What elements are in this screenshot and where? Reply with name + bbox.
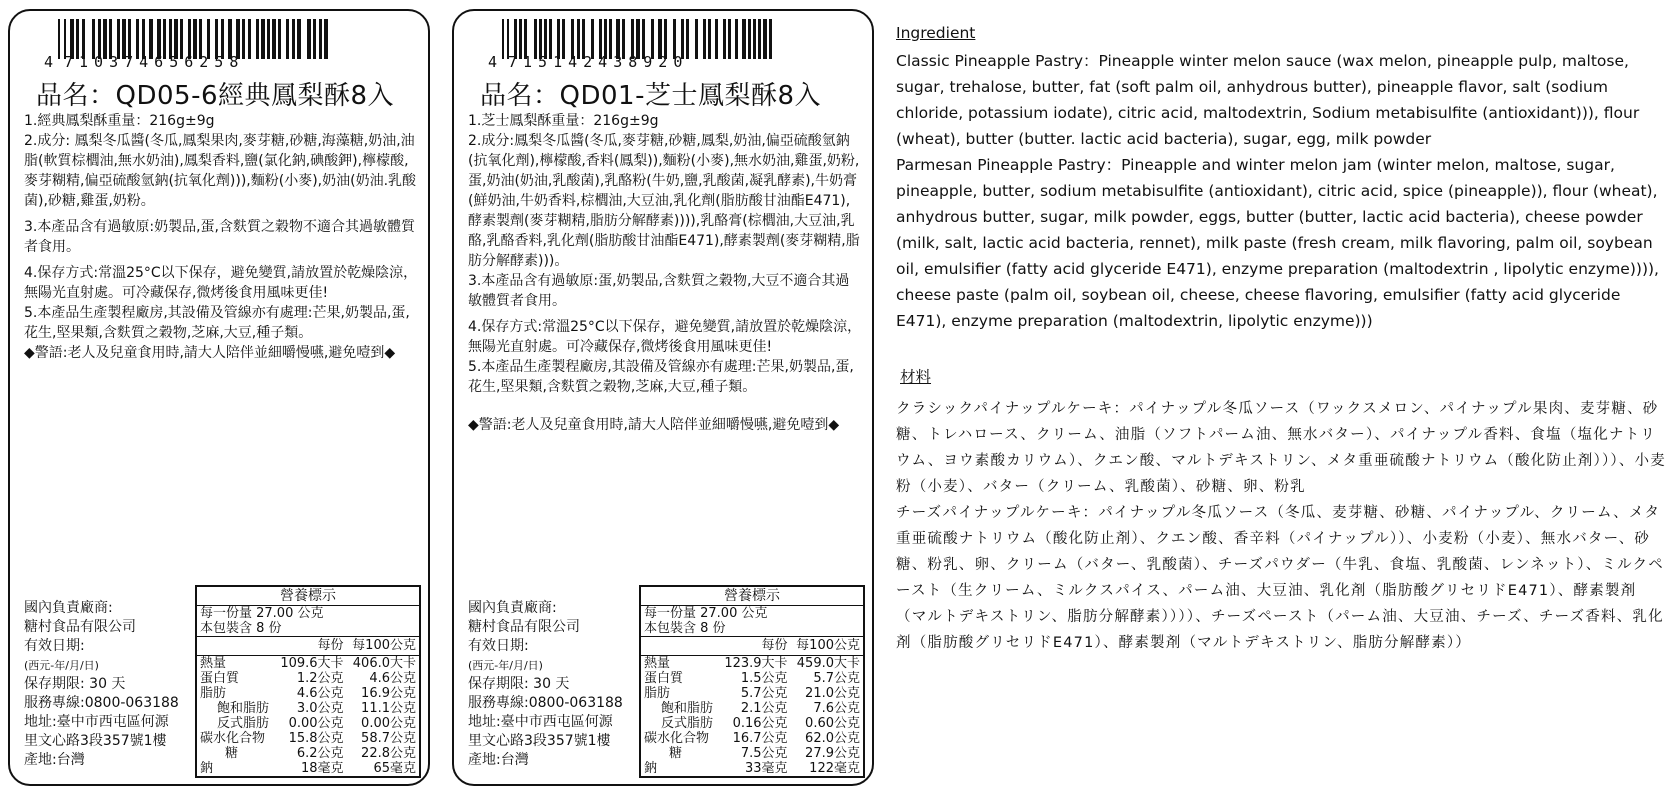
barcode: [44, 19, 344, 73]
nutrient-per-serving: 109.6大卡: [280, 656, 344, 671]
nutrient-per-100g: 7.6公克: [813, 701, 860, 716]
nutrient-per-100g: 0.00公克: [361, 716, 416, 731]
nutrient-per-100g: 22.8公克: [361, 746, 416, 761]
nutrient-name: 飽和脂肪: [217, 701, 270, 716]
col-per-100g: 每100公克: [791, 637, 864, 656]
nutrition-title: 營養標示: [196, 586, 420, 606]
nutrition-row: [196, 656, 420, 672]
barcode-bar: [58, 19, 60, 59]
nutrient-name: 脂肪: [644, 686, 671, 701]
japanese-section-title: 材料: [900, 368, 932, 386]
ingredients-paragraph: 2.成分: 鳳梨冬瓜醬(冬瓜,鳳梨果肉,麥芽糖,砂糖,海藻糖,奶油,油脂(軟質棕櫚油,無水奶油),鳳梨香料,鹽(氯化鈉,碘酸鉀),檸檬酸,麥芽糊精,偏亞硫酸氫鈉(抗氧化劑))),麵粉(小麥),奶油(奶油.乳酸菌),砂糖,雞蛋,奶粉。: [24, 133, 417, 209]
label-body: [24, 111, 419, 363]
product-name: 品名：QD01-芝士鳳梨酥8入: [480, 81, 821, 111]
english-classic-paragraph: Classic Pineapple Pastry：Pineapple winter melon sauce (wax melon, pineapple pulp, maltose, sugar, trehalose, butter, fat (soft palm oil, anhydrous butter), pineapple flavor, salt (sodium chloride, potassium iodate), citric acid, maltodextrin, Sodium metabisulfite (antioxidant))), flour (wheat), butter (butter. lactic acid bacteria), sugar, egg, milk powder: [896, 52, 1640, 148]
english-parmesan-paragraph: Parmesan Pineapple Pastry：Pineapple and winter melon jam (winter melon, maltose, sugar, pineapple, butter, sodium metabisulfite (antioxidant), citric acid, spice (pineapple)), flour (wheat), anhydrous butter, sugar, milk powder, eggs, butter (butter, lactic acid bacteria), cheese powder (milk, salt, lactic acid bacteria, rennet), milk paste (fresh cream, milk flavoring, palm oil, soybean oil, emulsifier (fatty acid glyceride E471), enzyme preparation (maltodextrin , lipolytic enzyme)))), cheese paste (palm oil, soybean oil, cheese, cheese flavoring, emulsifier (fatty acid glyceride E471), enzyme preparation (maltodextrin, lipolytic enzyme))): [896, 156, 1659, 330]
japanese-cheese-paragraph: チーズパイナップルケーキ：パイナップル冬瓜ソース（冬瓜、麦芽糖、砂糖、パイナップル、クリーム、メタ重亜硫酸ナトリウム（酸化防止剤）、クエン酸、香辛料（パイナップル））、小麦粉（小麦）、無水バター、砂糖、粉乳、卵、クリーム（バター、乳酸菌）、チーズパウダー（牛乳、食塩、乳酸菌、レンネット）、ミルクペースト（生クリーム、ミルクスパイス、パーム油、大豆油、乳化剤（脂肪酸グリセリドE471）、酵素製剤（マルトデキストリン、脂肪分解酵素））））、チーズペースト（パーム油、大豆油、チーズ、チーズ香料、乳化剤（脂肪酸グリセリドE471）、酵素製剤（マルトデキストリン、脂肪分解酵素））: [896, 505, 1664, 651]
nutrient-per-100g: 11.1公克: [361, 701, 416, 716]
service-hotline: 服務專線:0800-063188: [468, 695, 623, 711]
nutrient-per-serving: 0.16公克: [732, 716, 788, 731]
serving-size: 每一份量 27.00 公克: [644, 606, 768, 621]
servings-per-pack: 本包裝含 8 份: [640, 621, 864, 637]
nutrient-per-serving: 1.5公克: [740, 671, 788, 686]
nutrient-name: 熱量: [200, 656, 227, 671]
nutrient-per-100g: 27.9公克: [805, 746, 860, 761]
barcode-digits: 715142438920: [508, 53, 689, 71]
col-per-serving: 每份: [275, 637, 347, 656]
address-line-2: 里文心路3段357號1樓: [24, 733, 167, 749]
nutrient-name: 碳水化合物: [644, 731, 710, 746]
nutrition-row: [196, 761, 420, 777]
nutrient-per-100g: 65毫克: [373, 761, 416, 776]
nutrient-name: 鈉: [200, 761, 214, 776]
nutrient-per-serving: 33毫克: [745, 761, 788, 776]
nutrient-name: 飽和脂肪: [661, 701, 714, 716]
storage-paragraph: 4.保存方式:常溫25°C以下保存，避免變質,請放置於乾燥陰涼，無陽光直射處。可冷藏保存,微烤後食用風味更佳!: [24, 265, 418, 301]
nutrient-per-serving: 0.00公克: [288, 716, 344, 731]
nutrition-row: [640, 686, 864, 701]
nutrition-row: [196, 686, 420, 701]
nutrient-per-serving: 15.8公克: [288, 731, 344, 746]
nutrition-row: [196, 716, 420, 731]
warning-paragraph: ◆警語:老人及兒童食用時,請大人陪伴並細嚼慢嚥,避免噎到◆: [24, 345, 396, 361]
facility-paragraph: 5.本產品生產製程廠房,其設備及管線亦有處理:芒果,奶製品,蛋,花生,堅果類,含麩質之穀物,芝麻,大豆,種子類。: [24, 305, 410, 341]
servings-per-pack: 本包裝含 8 份: [196, 621, 420, 637]
nutrient-per-serving: 6.2公克: [296, 746, 344, 761]
nutrient-per-serving: 5.7公克: [740, 686, 788, 701]
service-hotline: 服務專線:0800-063188: [24, 695, 179, 711]
barcode-bar: [502, 19, 504, 59]
nutrition-table: [195, 585, 421, 778]
address-line-1: 地址:臺中市西屯區何源: [468, 714, 613, 730]
nutrition-row: [196, 701, 420, 716]
nutrient-per-serving: 2.1公克: [740, 701, 788, 716]
product-label-cheese: [452, 9, 874, 786]
nutrient-per-100g: 0.60公克: [805, 716, 860, 731]
nutrient-per-100g: 16.9公克: [361, 686, 416, 701]
facility-paragraph: 5.本產品生產製程廠房,其設備及管線亦有處理:芒果,奶製品,蛋,花生,堅果類,含麩質之穀物,芝麻,大豆,種子類。: [468, 359, 854, 395]
expiry-label: 有效日期:: [24, 638, 85, 654]
expiry-label: 有效日期:: [468, 638, 529, 654]
nutrient-per-serving: 16.7公克: [732, 731, 788, 746]
nutrient-name: 熱量: [644, 656, 671, 671]
japanese-ingredient-section: [896, 364, 1666, 656]
barcode-digits: 710374656258: [64, 53, 245, 71]
product-label-classic: [8, 9, 430, 786]
nutrient-per-serving: 1.2公克: [296, 671, 344, 686]
nutrient-per-100g: 459.0大卡: [796, 656, 860, 671]
nutrient-per-100g: 62.0公克: [805, 731, 860, 746]
nutrient-per-100g: 5.7公克: [813, 671, 860, 686]
nutrition-row: [196, 746, 420, 761]
col-per-serving: 每份: [719, 637, 791, 656]
nutrient-name: 反式脂肪: [217, 716, 270, 731]
col-per-100g: 每100公克: [347, 637, 420, 656]
nutrient-per-100g: 406.0大卡: [352, 656, 416, 671]
nutrition-row: [640, 716, 864, 731]
address-line-1: 地址:臺中市西屯區何源: [24, 714, 169, 730]
nutrient-per-serving: 4.6公克: [296, 686, 344, 701]
nutrient-per-serving: 18毫克: [301, 761, 344, 776]
japanese-classic-paragraph: クラシックパイナップルケーキ：パイナップル冬瓜ソース（ワックスメロン、パイナップル果肉、麦芽糖、砂糖、トレハロース、クリーム、油脂（ソフトパーム油、無水バター）、パイナップル香料、食塩（塩化ナトリウム、ヨウ素酸カリウム）、クエン酸、マルトデキストリン、メタ重亜硫酸ナトリウム（酸化防止剤）））、小麦粉（小麦）、バター（クリーム、乳酸菌）、砂糖、卵、粉乳: [896, 401, 1666, 495]
nutrition-row: [640, 656, 864, 672]
storage-paragraph: 4.保存方式:常溫25°C以下保存，避免變質,請放置於乾燥陰涼，無陽光直射處。可冷藏保存,微烤後食用風味更佳!: [468, 319, 862, 355]
english-section-title: Ingredient: [896, 24, 976, 42]
allergen-paragraph: 3.本產品含有過敏原:奶製品,蛋,含麩質之穀物不適合其過敏體質者食用。: [24, 219, 415, 255]
nutrient-per-serving: 7.5公克: [740, 746, 788, 761]
nutrient-name: 反式脂肪: [661, 716, 714, 731]
manufacturer-info: [24, 599, 199, 770]
manufacturer-info: [468, 599, 643, 770]
nutrient-per-100g: 21.0公克: [805, 686, 860, 701]
ingredients-paragraph: 2.成分:鳳梨冬瓜醬(冬瓜,麥芽糖,砂糖,鳳梨,奶油,偏亞硫酸氫鈉(抗氧化劑),檸檬酸,香料(鳳梨)),麵粉(小麥),無水奶油,雞蛋,奶粉,蛋,奶油(奶油,乳酸菌),乳酪粉(牛奶,鹽,乳酸菌,凝乳酵素),牛奶膏(鮮奶油,牛奶香料,棕櫚油,大豆油,乳化劑(脂肪酸甘油酯E471),酵素製劑(麥芽糊精,脂肪分解酵素)))),乳酪膏(棕櫚油,大豆油,乳酪,乳酪香料,乳化劑(脂肪酸甘油酯E471),酵素製劑(麥芽糊精,脂肪分解酵素)))。: [468, 133, 860, 269]
barcode: [488, 19, 788, 73]
maker-company: 糖村食品有限公司: [468, 619, 580, 635]
origin: 產地:台灣: [24, 752, 85, 768]
nutrient-per-serving: 123.9大卡: [724, 656, 788, 671]
expiry-format: (西元-年/月/日): [468, 659, 543, 672]
maker-company: 糖村食品有限公司: [24, 619, 136, 635]
nutrition-row: [640, 671, 864, 686]
nutrient-per-100g: 58.7公克: [361, 731, 416, 746]
maker-heading: 國內負責廠商:: [24, 600, 113, 616]
nutrient-per-100g: 122毫克: [809, 761, 860, 776]
nutrition-row: [640, 731, 864, 746]
nutrient-name: 糖: [669, 746, 683, 761]
nutrient-per-100g: 4.6公克: [369, 671, 416, 686]
nutrient-name: 碳水化合物: [200, 731, 266, 746]
weight-line: 1.芝士鳳梨酥重量：216g±9g: [468, 113, 659, 129]
weight-line: 1.經典鳳梨酥重量：216g±9g: [24, 113, 215, 129]
nutrient-name: 脂肪: [200, 686, 227, 701]
origin: 產地:台灣: [468, 752, 529, 768]
allergen-paragraph: 3.本產品含有過敏原:蛋,奶製品,含麩質之穀物,大豆不適合其過敏體質者食用。: [468, 273, 850, 309]
shelf-life: 保存期限: 30 天: [24, 676, 126, 692]
nutrient-name: 鈉: [644, 761, 658, 776]
nutrient-name: 蛋白質: [644, 671, 684, 686]
nutrition-row: [640, 761, 864, 777]
nutrition-table: [639, 585, 865, 778]
nutrient-name: 蛋白質: [200, 671, 240, 686]
english-ingredient-text: [896, 48, 1662, 330]
nutrient-per-serving: 3.0公克: [296, 701, 344, 716]
nutrient-name: 糖: [225, 746, 239, 761]
barcode-first-digit: 4: [488, 53, 499, 71]
shelf-life: 保存期限: 30 天: [468, 676, 570, 692]
label-body: [468, 111, 863, 435]
barcode-first-digit: 4: [44, 53, 55, 71]
serving-size: 每一份量 27.00 公克: [200, 606, 324, 621]
expiry-format: (西元-年/月/日): [24, 659, 99, 672]
address-line-2: 里文心路3段357號1樓: [468, 733, 611, 749]
nutrition-row: [196, 671, 420, 686]
nutrition-row: [640, 746, 864, 761]
nutrition-row: [196, 731, 420, 746]
japanese-ingredient-text: [896, 396, 1666, 656]
product-name: 品名：QD05-6經典鳳梨酥8入: [36, 81, 395, 111]
english-ingredient-section: [896, 20, 1662, 330]
nutrition-row: [640, 701, 864, 716]
nutrition-title: 營養標示: [640, 586, 864, 606]
maker-heading: 國內負責廠商:: [468, 600, 557, 616]
warning-paragraph: ◆警語:老人及兒童食用時,請大人陪伴並細嚼慢嚥,避免噎到◆: [468, 417, 840, 433]
